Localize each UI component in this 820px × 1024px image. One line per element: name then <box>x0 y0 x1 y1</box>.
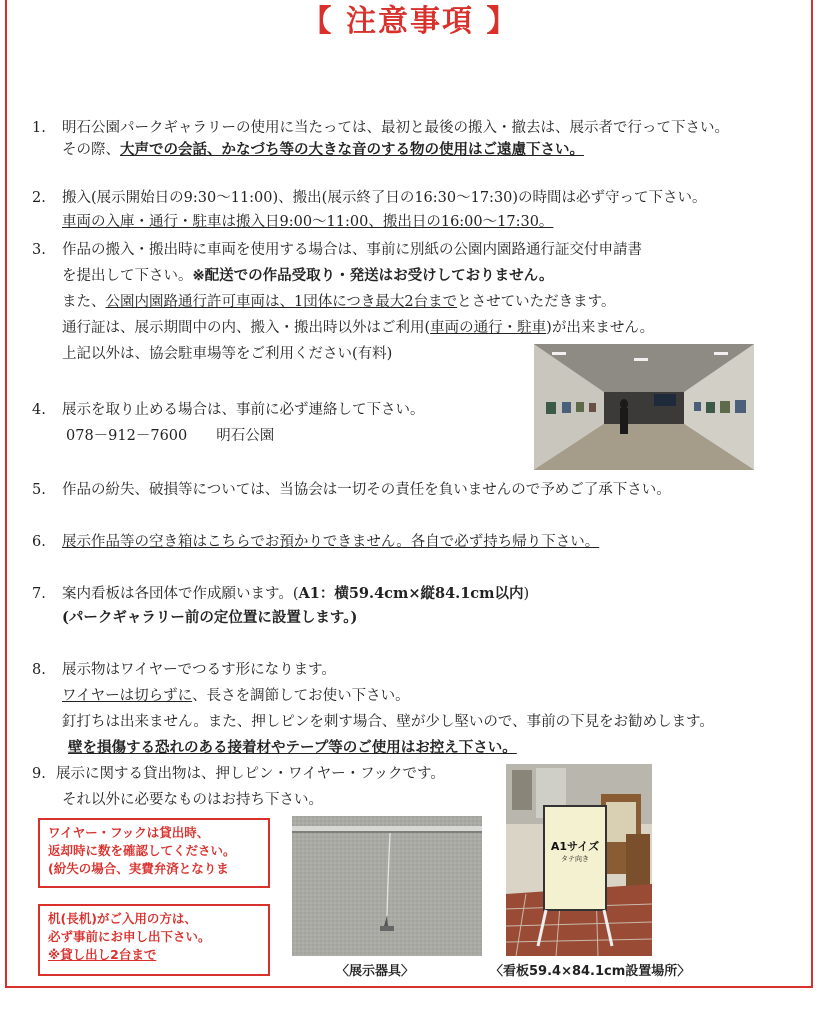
note-box-wire <box>38 818 270 888</box>
sign-label-main: A1サイズ <box>550 840 600 853</box>
item-6-line-1: 展示作品等の空き箱はこちらでお預かりできません。各自で必ず持ち帰り下さい。 <box>62 534 600 550</box>
item-8-number: 8. <box>32 662 46 678</box>
note-wire-line-3: (紛失の場合、実費弁済となりま <box>48 861 229 876</box>
item-8-line-4: 壁を損傷する恐れのある接着材やテープ等のご使用はお控え下さい。 <box>68 739 517 756</box>
item-4-phone: 078－912－7600 明石公園 <box>66 428 275 444</box>
item-8-line-2: ワイヤーは切らずに、長さを調節してお使い下さい。 <box>62 688 410 704</box>
item-6-number: 6. <box>32 534 46 550</box>
item-8-line-1: 展示物はワイヤーでつるす形になります。 <box>62 662 336 678</box>
item-1-line-2: その際、大声での会話、かなづち等の大きな音のする物の使用はご遠慮下さい。 <box>62 141 584 158</box>
note-desk-line-2: 必ず事前にお申し出下さい。 <box>48 929 211 944</box>
item-2-line-2: 車両の入庫・通行・駐車は搬入日9:00〜11:00、搬出日の16:00〜17:30。 <box>62 214 554 230</box>
item-4-number: 4. <box>32 402 46 418</box>
item-3-line-5: 上記以外は、協会駐車場等をご利用ください(有料) <box>62 346 393 362</box>
item-3-line-3: また、公園内園路通行許可車両は、1団体につき最大2台までとさせていただきます。 <box>62 294 616 310</box>
item-2-number: 2. <box>32 190 46 206</box>
item-3-line-2: を提出して下さい。※配送での作品受取り・発送はお受けしておりません。 <box>62 267 554 284</box>
item-3-line-1: 作品の搬入・搬出時に車両を使用する場合は、事前に別紙の公園内園路通行証交付申請書 <box>62 242 642 258</box>
caption-sign-location: 〈看板59.4×84.1cm設置場所〉 <box>490 964 691 979</box>
note-box-desk <box>38 904 270 976</box>
sign-label-sub: タテ向き <box>561 855 589 863</box>
item-7-line-2: (パークギャラリー前の定位置に設置します。) <box>62 609 358 626</box>
item-9-line-2: それ以外に必要なものはお持ち下さい。 <box>62 792 323 808</box>
page-title: 【 注意事項 】 <box>301 4 519 39</box>
caption-equipment: 〈展示器具〉 <box>336 964 415 979</box>
item-3-line-4: 通行証は、展示期間中の内、搬入・搬出時以外はご利用(車両の通行・駐車)が出来ません。 <box>62 320 655 336</box>
item-1-number: 1. <box>32 120 46 136</box>
wire-photo <box>292 816 482 956</box>
item-7-number: 7. <box>32 586 46 602</box>
item-9-number: 9. <box>32 766 46 782</box>
note-wire-line-2: 返却時に数を確認してください。 <box>48 843 236 858</box>
note-desk-line-3: ※貸し出し2台まで <box>48 947 157 962</box>
note-desk-line-1: 机(長机)がご入用の方は、 <box>48 911 197 926</box>
item-9-line-1: 展示に関する貸出物は、押しピン・ワイヤー・フックです。 <box>56 766 445 782</box>
item-7-line-1: 案内看板は各団体で作成願います。(A1：横59.4cm×縦84.1cm以内) <box>62 585 530 602</box>
item-5-line-1: 作品の紛失、破損等については、当協会は一切その責任を負いませんので予めご了承下さい。 <box>62 482 671 498</box>
gallery-photo <box>534 344 754 470</box>
item-2-line-1: 搬入(展示開始日の9:30〜11:00)、搬出(展示終了日の16:30〜17:30)の時間は必ず守って下さい。 <box>62 190 707 206</box>
sign-photo <box>506 764 652 956</box>
item-4-line-1: 展示を取り止める場合は、事前に必ず連絡して下さい。 <box>62 402 425 418</box>
item-3-number: 3. <box>32 242 46 258</box>
item-8-line-3: 釘打ちは出来ません。また、押しピンを刺す場合、壁が少し堅いので、事前の下見をお勧めします。 <box>62 714 714 730</box>
item-5-number: 5. <box>32 482 46 498</box>
item-1-line-1: 明石公園パークギャラリーの使用に当たっては、最初と最後の搬入・撤去は、展示者で行って下さい。 <box>62 120 729 136</box>
note-wire-line-1: ワイヤー・フックは貸出時、 <box>48 825 210 840</box>
